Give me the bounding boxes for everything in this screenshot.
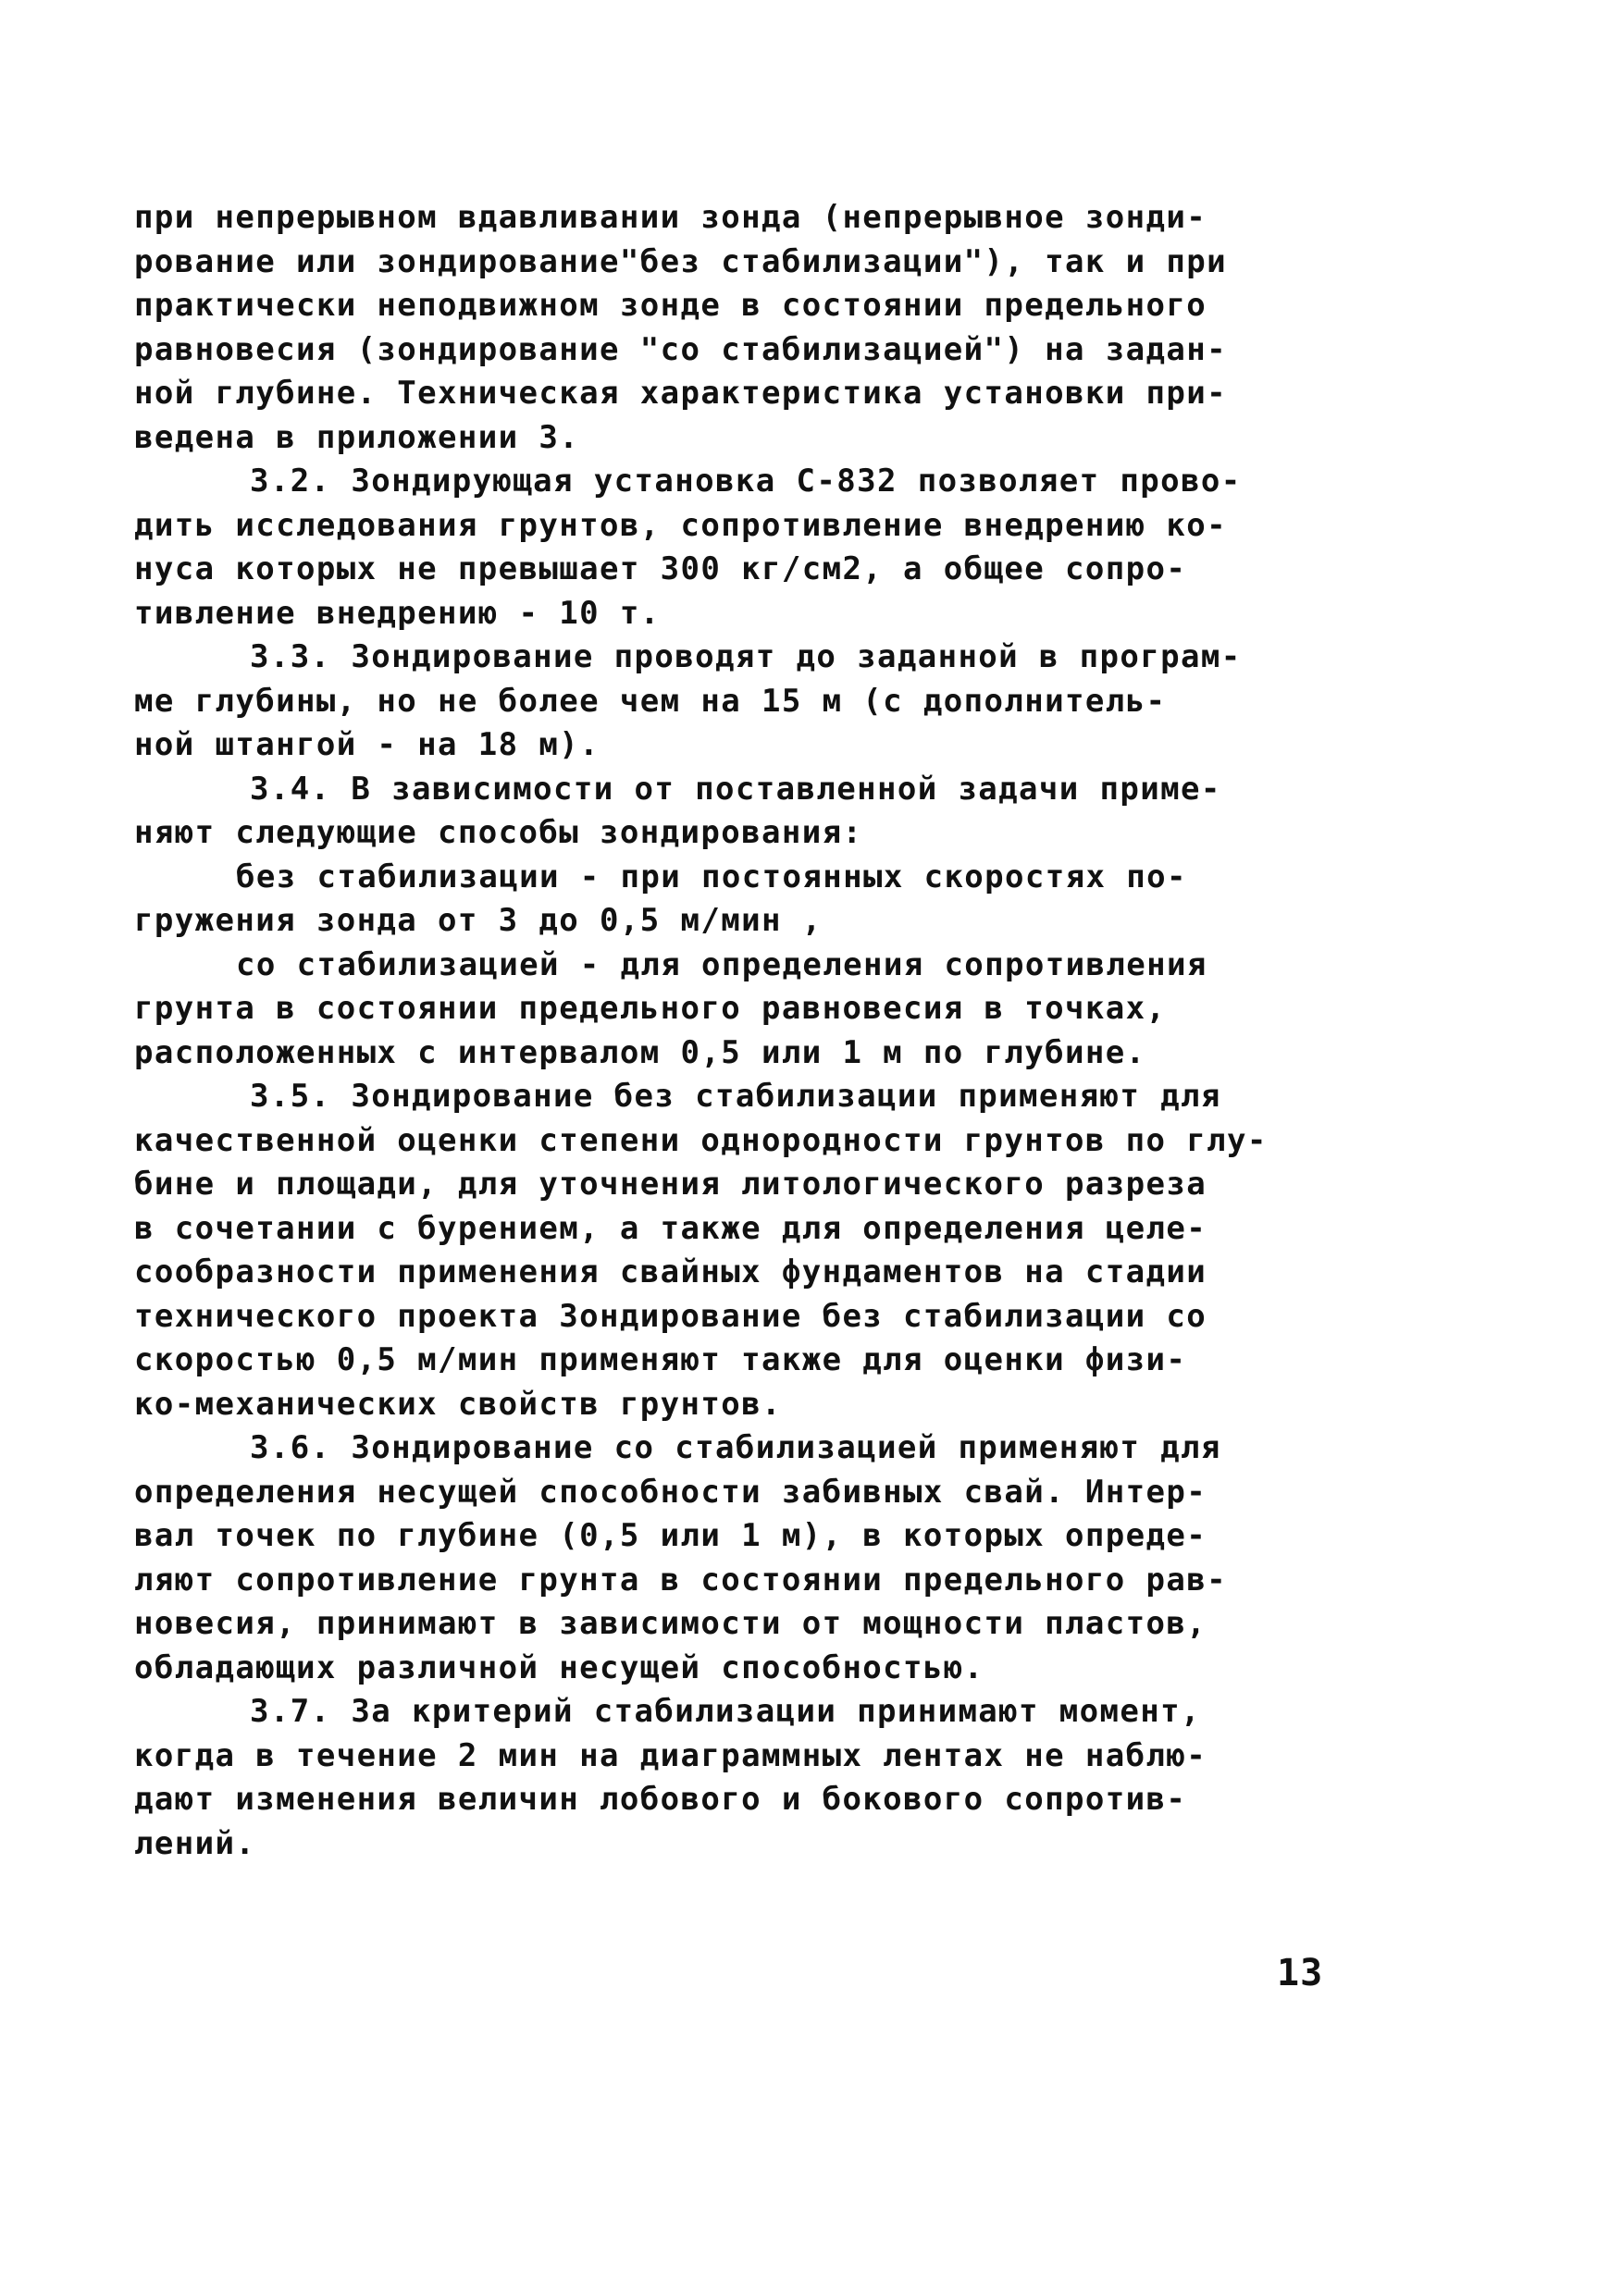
text-line: ляют сопротивление грунта в состоянии предельного рав- <box>134 1561 1227 1599</box>
paragraph-3-4-first-line: 3.4. В зависимости от поставленной задачи приме- <box>250 770 1221 808</box>
text-line: дить исследования грунтов, сопротивление внедрению ко- <box>134 506 1227 544</box>
text-line: технического проекта Зондирование без стабилизации со <box>134 1297 1207 1335</box>
paragraph-3-3-first-line: 3.3. Зондирование проводят до заданной в програм- <box>250 638 1242 675</box>
text-line: грунта в состоянии предельного равновесия в точках, <box>134 990 1167 1027</box>
text-line: сообразности применения свайных фундаментов на стадии <box>134 1253 1207 1290</box>
list-item-without-stabilization: без стабилизации - при постоянных скоростях по- <box>236 858 1187 895</box>
paragraph-3-2-first-line: 3.2. Зондирующая установка С-832 позволяет прово- <box>250 463 1242 500</box>
text-line: нуса которых не превышает 300 кг/см2, а общее сопро- <box>134 550 1187 587</box>
text-line: скоростью 0,5 м/мин применяют также для оценки физи- <box>134 1341 1187 1378</box>
text-line: гружения зонда от 3 до 0,5 м/мин , <box>134 902 823 939</box>
text-line: определения несущей способности забивных свай. Интер- <box>134 1473 1207 1511</box>
text-line: ной штангой - на 18 м). <box>134 726 601 763</box>
text-line: равновесия (зондирование "со стабилизацией") на задан- <box>134 330 1227 368</box>
paragraph-3-7-first-line: 3.7. За критерий стабилизации принимают момент, <box>250 1693 1201 1730</box>
text-line: рование или зондирование"без стабилизации"), так и при <box>134 242 1227 280</box>
text-line: вал точек по глубине (0,5 или 1 м), в которых опреде- <box>134 1517 1207 1554</box>
body-text <box>134 196 1374 1866</box>
text-line: практически неподвижном зонде в состоянии предельного <box>134 287 1207 324</box>
text-line: в сочетании с бурением, а также для определения целе- <box>134 1209 1207 1247</box>
text-line: расположенных с интервалом 0,5 или 1 м по глубине. <box>134 1033 1146 1071</box>
list-item-with-stabilization: со стабилизацией - для определения сопротивления <box>236 945 1207 983</box>
text-line: тивление внедрению - 10 т. <box>134 594 661 632</box>
text-line: качественной оценки степени однородности грунтов по глу- <box>134 1121 1268 1159</box>
page-number: 13 <box>1277 1952 1324 1994</box>
text-line: новесия, принимают в зависимости от мощности пластов, <box>134 1605 1207 1642</box>
text-line: ной глубине. Техническая характеристика установки при- <box>134 375 1227 412</box>
text-line: ме глубины, но не более чем на 15 м (с дополнитель- <box>134 682 1167 720</box>
text-line: няют следующие способы зондирования: <box>134 814 863 851</box>
text-line: обладающих различной несущей способностью. <box>134 1648 984 1686</box>
text-line: при непрерывном вдавливании зонда (непрерывное зонди- <box>134 199 1207 236</box>
paragraph-3-5-first-line: 3.5. Зондирование без стабилизации применяют для <box>250 1078 1221 1115</box>
text-line: ведена в приложении 3. <box>134 418 580 456</box>
text-line: дают изменения величин лобового и бокового сопротив- <box>134 1781 1187 1818</box>
text-line: когда в течение 2 мин на диаграммных лентах не наблю- <box>134 1736 1207 1774</box>
text-line: бине и площади, для уточнения литологического разреза <box>134 1166 1207 1203</box>
paragraph-3-6-first-line: 3.6. Зондирование со стабилизацией применяют для <box>250 1429 1221 1466</box>
text-line: лений. <box>134 1824 256 1862</box>
text-line: ко-механических свойств грунтов. <box>134 1385 782 1423</box>
